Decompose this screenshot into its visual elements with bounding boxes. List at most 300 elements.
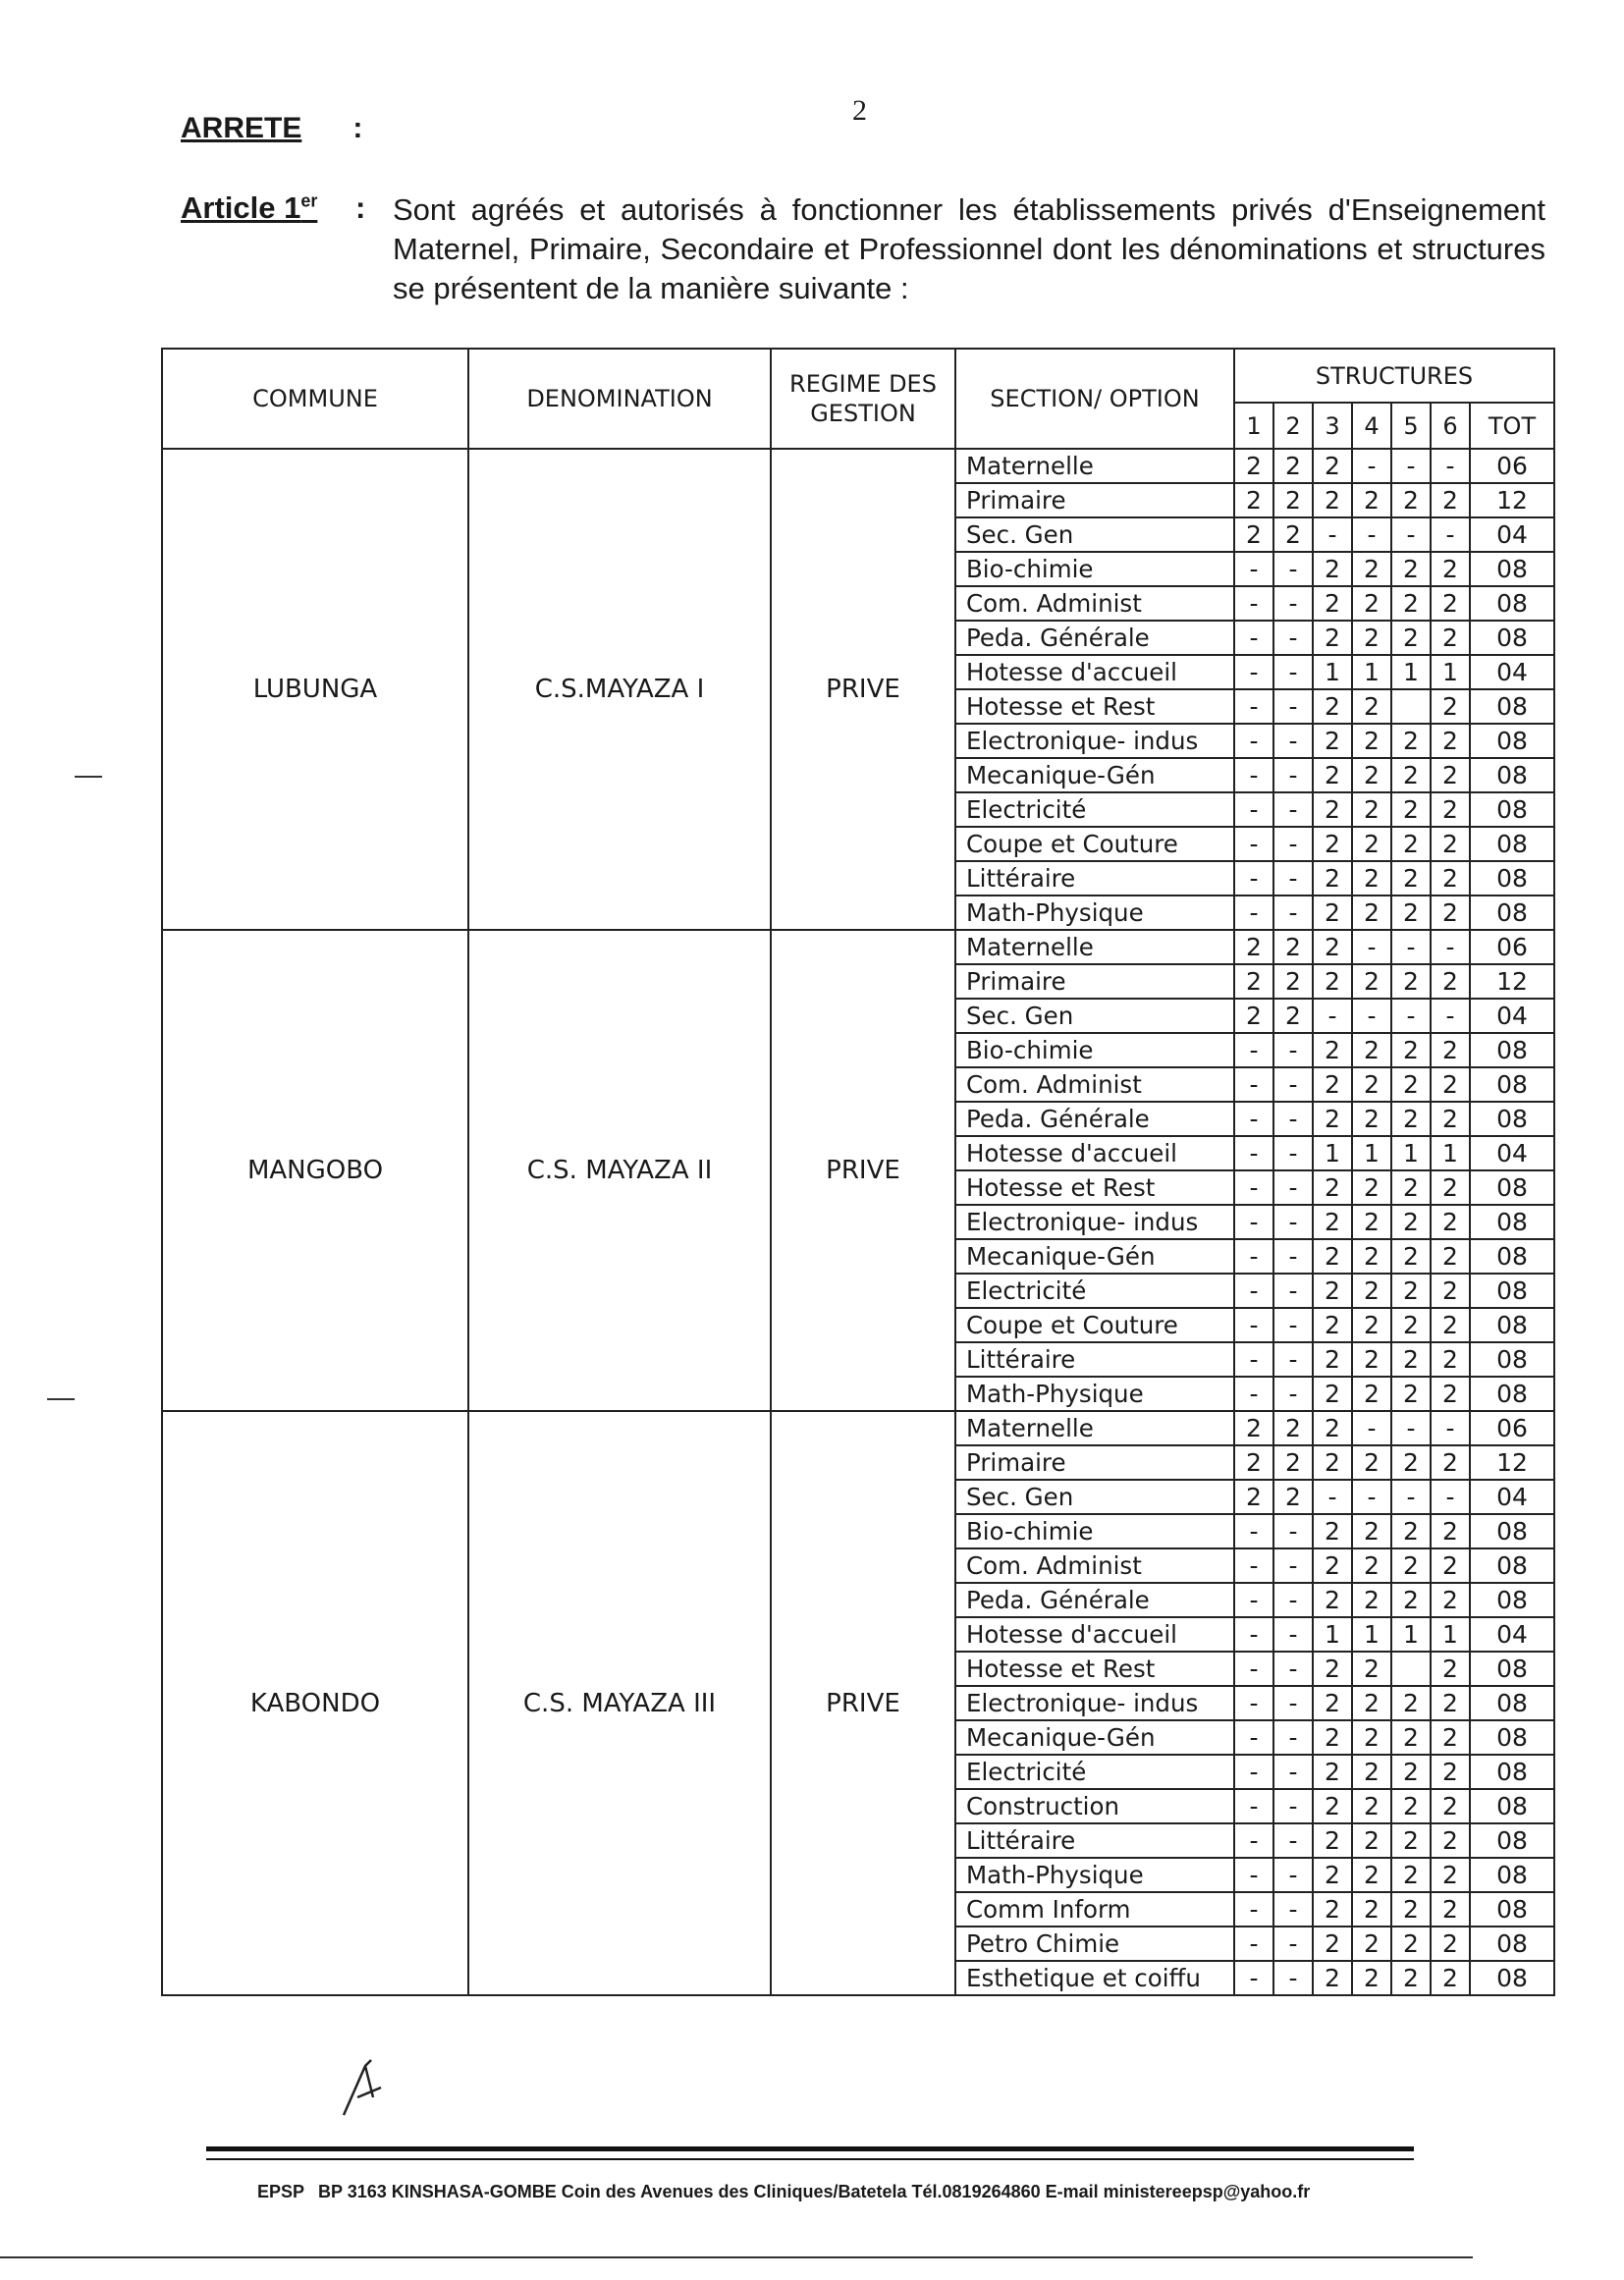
structure-cell: 2 [1352, 724, 1391, 758]
structure-cell: 2 [1273, 1445, 1313, 1480]
total-cell: 08 [1470, 621, 1554, 655]
structure-cell: - [1234, 896, 1273, 930]
structure-cell: 2 [1391, 1686, 1431, 1720]
structure-cell: - [1234, 689, 1273, 724]
total-cell: 08 [1470, 724, 1554, 758]
structure-cell: 2 [1431, 1858, 1470, 1892]
structure-cell: - [1273, 1858, 1313, 1892]
regime-cell: PRIVE [771, 930, 955, 1411]
option-cell: Coupe et Couture [955, 827, 1234, 861]
structure-cell: 2 [1352, 861, 1391, 896]
structure-cell: 2 [1431, 1927, 1470, 1961]
option-cell: Bio-chimie [955, 1514, 1234, 1548]
option-cell: Electricité [955, 792, 1234, 827]
total-cell: 08 [1470, 1205, 1554, 1239]
structure-cell: - [1234, 552, 1273, 586]
structure-cell: 2 [1391, 621, 1431, 655]
structure-cell: - [1391, 999, 1431, 1033]
structure-cell: 2 [1391, 1067, 1431, 1102]
structure-cell: - [1273, 1136, 1313, 1170]
structure-cell: - [1273, 1686, 1313, 1720]
structure-cell: - [1273, 1067, 1313, 1102]
structure-cell: 2 [1352, 1102, 1391, 1136]
arrete-colon: : [352, 112, 363, 144]
structure-cell: - [1234, 1858, 1273, 1892]
structure-cell: 2 [1273, 483, 1313, 517]
structure-cell: 2 [1313, 1755, 1352, 1789]
structure-cell: 2 [1352, 586, 1391, 621]
footer-rule-thick [206, 2146, 1414, 2151]
structure-cell: - [1234, 1308, 1273, 1342]
structure-cell: 2 [1313, 1514, 1352, 1548]
structure-cell: 2 [1431, 1583, 1470, 1617]
structure-cell: 1 [1391, 655, 1431, 689]
structure-cell: - [1234, 1342, 1273, 1377]
structure-cell: 2 [1431, 689, 1470, 724]
structure-cell: - [1391, 1480, 1431, 1514]
structure-cell: 2 [1313, 792, 1352, 827]
structure-cell: 2 [1352, 1205, 1391, 1239]
structure-cell: 2 [1391, 861, 1431, 896]
total-cell: 08 [1470, 1823, 1554, 1858]
structure-cell: 1 [1313, 1136, 1352, 1170]
total-cell: 08 [1470, 1686, 1554, 1720]
structure-cell: 2 [1313, 1067, 1352, 1102]
structure-cell: - [1431, 449, 1470, 483]
structure-cell: 2 [1313, 1411, 1352, 1445]
header-structures: STRUCTURES [1234, 349, 1554, 403]
option-cell: Primaire [955, 1445, 1234, 1480]
option-cell: Mecanique-Gén [955, 1239, 1234, 1274]
structure-cell: 2 [1431, 1308, 1470, 1342]
denomination-cell: C.S. MAYAZA III [468, 1411, 771, 1995]
structure-cell [1391, 689, 1431, 724]
structure-cell: 2 [1313, 621, 1352, 655]
structure-cell: 2 [1352, 1274, 1391, 1308]
total-cell: 08 [1470, 1858, 1554, 1892]
article-sup: er [300, 190, 318, 211]
structure-cell [1391, 1652, 1431, 1686]
header-denomination: DENOMINATION [468, 349, 771, 449]
total-cell: 04 [1470, 655, 1554, 689]
option-cell: Electronique- indus [955, 1686, 1234, 1720]
structure-cell: - [1273, 1755, 1313, 1789]
structure-cell: - [1234, 827, 1273, 861]
structure-cell: - [1352, 517, 1391, 552]
structure-cell: - [1234, 1652, 1273, 1686]
structure-cell: 2 [1313, 1170, 1352, 1205]
page-bottom-rule [0, 2256, 1473, 2258]
structure-cell: 2 [1391, 724, 1431, 758]
structure-cell: 2 [1313, 1548, 1352, 1583]
header-commune: COMMUNE [162, 349, 468, 449]
structure-cell: 2 [1431, 621, 1470, 655]
structure-cell: - [1273, 1205, 1313, 1239]
structure-cell: 2 [1431, 1033, 1470, 1067]
structure-cell: 2 [1313, 586, 1352, 621]
article-label [181, 190, 317, 226]
structure-cell: 2 [1431, 1892, 1470, 1927]
structure-cell: 2 [1352, 1961, 1391, 1995]
option-cell: Math-Physique [955, 1858, 1234, 1892]
option-cell: Bio-chimie [955, 552, 1234, 586]
header-col: 4 [1352, 403, 1391, 449]
option-cell: Comm Inform [955, 1892, 1234, 1927]
structure-cell: - [1431, 930, 1470, 964]
structure-cell: - [1273, 896, 1313, 930]
structure-cell: 2 [1234, 930, 1273, 964]
structure-cell: - [1234, 621, 1273, 655]
structure-cell: - [1234, 1239, 1273, 1274]
total-cell: 08 [1470, 1789, 1554, 1823]
structure-cell: 1 [1313, 655, 1352, 689]
structure-cell: 2 [1313, 930, 1352, 964]
option-cell: Petro Chimie [955, 1927, 1234, 1961]
structure-cell: - [1234, 1583, 1273, 1617]
structure-cell: 2 [1352, 1789, 1391, 1823]
page-number: 2 [852, 94, 867, 127]
total-cell: 06 [1470, 1411, 1554, 1445]
structure-cell: 2 [1431, 827, 1470, 861]
structure-cell: 2 [1352, 896, 1391, 930]
structure-cell: - [1234, 724, 1273, 758]
structure-cell: - [1313, 517, 1352, 552]
structure-cell: 2 [1352, 1033, 1391, 1067]
structure-cell: 2 [1391, 1927, 1431, 1961]
structure-cell: 2 [1391, 1858, 1431, 1892]
option-cell: Littéraire [955, 861, 1234, 896]
structure-cell: 2 [1352, 1239, 1391, 1274]
structure-cell: - [1234, 1274, 1273, 1308]
structure-cell: 2 [1313, 1823, 1352, 1858]
structure-cell: 2 [1431, 1067, 1470, 1102]
structure-cell: - [1234, 655, 1273, 689]
option-cell: Math-Physique [955, 1377, 1234, 1411]
total-cell: 08 [1470, 1308, 1554, 1342]
footer [257, 2182, 1310, 2202]
structure-cell: 2 [1431, 1205, 1470, 1239]
structure-cell: - [1273, 1170, 1313, 1205]
structure-cell: 2 [1352, 792, 1391, 827]
structure-cell: 2 [1352, 758, 1391, 792]
structure-cell: 2 [1234, 483, 1273, 517]
table-row [162, 1411, 1554, 1445]
total-cell: 08 [1470, 792, 1554, 827]
structure-cell: 2 [1431, 586, 1470, 621]
structure-cell: - [1273, 1342, 1313, 1377]
structure-cell: 2 [1352, 1858, 1391, 1892]
structure-cell: 2 [1313, 1961, 1352, 1995]
structure-cell: - [1273, 1308, 1313, 1342]
option-cell: Maternelle [955, 1411, 1234, 1445]
structure-cell: 2 [1391, 1514, 1431, 1548]
structure-cell: - [1273, 689, 1313, 724]
table-row [162, 930, 1554, 964]
structure-cell: 2 [1431, 1686, 1470, 1720]
structure-cell: 2 [1431, 1652, 1470, 1686]
structure-cell: - [1273, 758, 1313, 792]
option-cell: Peda. Générale [955, 621, 1234, 655]
total-cell: 08 [1470, 552, 1554, 586]
total-cell: 08 [1470, 1170, 1554, 1205]
structure-cell: 2 [1431, 724, 1470, 758]
option-cell: Electricité [955, 1755, 1234, 1789]
option-cell: Com. Administ [955, 1067, 1234, 1102]
structure-cell: 2 [1391, 1102, 1431, 1136]
total-cell: 08 [1470, 827, 1554, 861]
structure-cell: 2 [1313, 689, 1352, 724]
structure-cell: - [1352, 1480, 1391, 1514]
total-cell: 04 [1470, 999, 1554, 1033]
option-cell: Hotesse et Rest [955, 689, 1234, 724]
table-body [162, 449, 1554, 1995]
structure-cell: - [1391, 517, 1431, 552]
structure-cell: 2 [1313, 1445, 1352, 1480]
structure-cell: - [1273, 1548, 1313, 1583]
structure-cell: 2 [1313, 483, 1352, 517]
structure-cell: - [1431, 999, 1470, 1033]
structure-cell: - [1431, 1480, 1470, 1514]
structure-cell: 2 [1352, 1583, 1391, 1617]
structure-cell: 2 [1352, 483, 1391, 517]
structures-table [161, 348, 1555, 1996]
structure-cell: 2 [1431, 861, 1470, 896]
option-cell: Maternelle [955, 930, 1234, 964]
structure-cell: 2 [1313, 1033, 1352, 1067]
structure-cell: - [1273, 1274, 1313, 1308]
total-cell: 08 [1470, 1514, 1554, 1548]
structure-cell: 2 [1313, 964, 1352, 999]
total-cell: 08 [1470, 1239, 1554, 1274]
structure-cell: 2 [1391, 1892, 1431, 1927]
structure-cell: 2 [1313, 1274, 1352, 1308]
structure-cell: 2 [1234, 1411, 1273, 1445]
structure-cell: 2 [1273, 517, 1313, 552]
table-row [162, 449, 1554, 483]
structure-cell: 2 [1431, 1789, 1470, 1823]
commune-cell: LUBUNGA [162, 449, 468, 930]
option-cell: Hotesse d'accueil [955, 655, 1234, 689]
header-regime: REGIME DES GESTION [771, 349, 955, 449]
structure-cell: - [1273, 1720, 1313, 1755]
structure-cell: 2 [1431, 1274, 1470, 1308]
structure-cell: 2 [1391, 1170, 1431, 1205]
structure-cell: - [1273, 1961, 1313, 1995]
structure-cell: - [1234, 1720, 1273, 1755]
structure-cell: 2 [1234, 1445, 1273, 1480]
margin-mark [47, 1398, 75, 1400]
structure-cell: 2 [1313, 1789, 1352, 1823]
regime-cell: PRIVE [771, 449, 955, 930]
total-cell: 08 [1470, 758, 1554, 792]
structure-cell: 2 [1273, 999, 1313, 1033]
structure-cell: 2 [1391, 1205, 1431, 1239]
structure-cell: 2 [1313, 449, 1352, 483]
option-cell: Sec. Gen [955, 999, 1234, 1033]
structure-cell: 2 [1313, 552, 1352, 586]
structure-cell: - [1234, 792, 1273, 827]
structure-cell: - [1273, 1033, 1313, 1067]
total-cell: 06 [1470, 449, 1554, 483]
structure-cell: - [1273, 827, 1313, 861]
structure-cell: - [1273, 1617, 1313, 1652]
structure-cell: 2 [1431, 1239, 1470, 1274]
structure-cell: 2 [1391, 1823, 1431, 1858]
structure-cell: - [1234, 586, 1273, 621]
structure-cell: 1 [1431, 655, 1470, 689]
regime-cell: PRIVE [771, 1411, 955, 1995]
total-cell: 08 [1470, 586, 1554, 621]
structure-cell: 2 [1391, 1548, 1431, 1583]
structure-cell: - [1234, 1755, 1273, 1789]
structure-cell: - [1234, 1927, 1273, 1961]
structure-cell: 2 [1431, 1720, 1470, 1755]
structure-cell: 2 [1391, 1789, 1431, 1823]
structure-cell: 2 [1313, 1652, 1352, 1686]
article-colon: : [355, 190, 366, 225]
structure-cell: - [1273, 1583, 1313, 1617]
initials-signature [340, 2058, 399, 2119]
structure-cell: 2 [1313, 1308, 1352, 1342]
structure-cell: - [1273, 1239, 1313, 1274]
total-cell: 04 [1470, 1480, 1554, 1514]
structure-cell: 2 [1273, 964, 1313, 999]
structure-cell: 2 [1431, 964, 1470, 999]
structure-cell: - [1273, 1789, 1313, 1823]
structure-cell: - [1234, 1170, 1273, 1205]
structure-cell: 2 [1352, 1686, 1391, 1720]
structure-cell: - [1234, 1033, 1273, 1067]
structure-cell: 2 [1431, 758, 1470, 792]
option-cell: Electronique- indus [955, 724, 1234, 758]
option-cell: Com. Administ [955, 586, 1234, 621]
structure-cell: 2 [1352, 964, 1391, 999]
structure-cell: 2 [1313, 724, 1352, 758]
total-cell: 08 [1470, 1548, 1554, 1583]
structure-cell: - [1313, 999, 1352, 1033]
footer-rule-thin [206, 2158, 1414, 2160]
structure-cell: 2 [1431, 1823, 1470, 1858]
structure-cell: 2 [1431, 1548, 1470, 1583]
structure-cell: 2 [1431, 1961, 1470, 1995]
structure-cell: 2 [1431, 1170, 1470, 1205]
structure-cell: 2 [1391, 827, 1431, 861]
structure-cell: 2 [1352, 621, 1391, 655]
structure-cell: 2 [1391, 964, 1431, 999]
structure-cell: 2 [1391, 1377, 1431, 1411]
structure-cell: 2 [1352, 827, 1391, 861]
option-cell: Littéraire [955, 1342, 1234, 1377]
structure-cell: 2 [1234, 449, 1273, 483]
structure-cell: 2 [1352, 1514, 1391, 1548]
structure-cell: 1 [1431, 1617, 1470, 1652]
option-cell: Mecanique-Gén [955, 1720, 1234, 1755]
option-cell: Electricité [955, 1274, 1234, 1308]
structure-cell: 2 [1313, 1239, 1352, 1274]
structure-cell: - [1234, 1686, 1273, 1720]
structure-cell: - [1391, 449, 1431, 483]
structure-cell: 2 [1352, 1342, 1391, 1377]
structure-cell: 2 [1313, 896, 1352, 930]
structure-cell: 2 [1391, 1755, 1431, 1789]
structure-cell: 2 [1352, 1720, 1391, 1755]
structure-cell: - [1234, 1102, 1273, 1136]
structure-cell: 2 [1313, 1205, 1352, 1239]
commune-cell: KABONDO [162, 1411, 468, 1995]
total-cell: 08 [1470, 896, 1554, 930]
structure-cell: - [1234, 1067, 1273, 1102]
header-col: TOT [1470, 403, 1554, 449]
structure-cell: 2 [1431, 1342, 1470, 1377]
option-cell: Bio-chimie [955, 1033, 1234, 1067]
structure-cell: 2 [1391, 1583, 1431, 1617]
structure-cell: 2 [1313, 1342, 1352, 1377]
option-cell: Maternelle [955, 449, 1234, 483]
structure-cell: 2 [1431, 1377, 1470, 1411]
structure-cell: - [1431, 1411, 1470, 1445]
total-cell: 08 [1470, 1342, 1554, 1377]
structure-cell: 2 [1391, 1342, 1431, 1377]
option-cell: Littéraire [955, 1823, 1234, 1858]
structure-cell: 2 [1352, 552, 1391, 586]
structure-cell: 2 [1431, 792, 1470, 827]
structure-cell: 2 [1391, 1308, 1431, 1342]
total-cell: 08 [1470, 1377, 1554, 1411]
structure-cell: 2 [1431, 1755, 1470, 1789]
structure-cell: - [1273, 1377, 1313, 1411]
structure-cell: 1 [1313, 1617, 1352, 1652]
option-cell: Mecanique-Gén [955, 758, 1234, 792]
arrete-label: ARRETE [181, 112, 302, 144]
structure-cell: - [1234, 1961, 1273, 1995]
option-cell: Electronique- indus [955, 1205, 1234, 1239]
structure-cell: - [1234, 1823, 1273, 1858]
structure-cell: 2 [1431, 896, 1470, 930]
structure-cell: - [1273, 1514, 1313, 1548]
total-cell: 06 [1470, 930, 1554, 964]
margin-mark [75, 776, 102, 778]
option-cell: Hotesse et Rest [955, 1170, 1234, 1205]
total-cell: 12 [1470, 483, 1554, 517]
structure-cell: - [1234, 1548, 1273, 1583]
structure-cell: - [1273, 586, 1313, 621]
structure-cell: 2 [1313, 1102, 1352, 1136]
denomination-cell: C.S.MAYAZA I [468, 449, 771, 930]
article-label-text: Article 1 [181, 190, 301, 225]
option-cell: Coupe et Couture [955, 1308, 1234, 1342]
structure-cell: 1 [1391, 1617, 1431, 1652]
structure-cell: - [1273, 655, 1313, 689]
structure-cell: - [1431, 517, 1470, 552]
structure-cell: 2 [1273, 1480, 1313, 1514]
structure-cell: 2 [1313, 861, 1352, 896]
structure-cell: 1 [1352, 655, 1391, 689]
structure-cell: - [1273, 1652, 1313, 1686]
header-col: 5 [1391, 403, 1431, 449]
structure-cell: 2 [1352, 1927, 1391, 1961]
total-cell: 12 [1470, 964, 1554, 999]
structure-cell: 1 [1431, 1136, 1470, 1170]
structure-cell: 2 [1273, 1411, 1313, 1445]
total-cell: 04 [1470, 1617, 1554, 1652]
structure-cell: - [1352, 930, 1391, 964]
structure-cell: 1 [1391, 1136, 1431, 1170]
structure-cell: - [1234, 1617, 1273, 1652]
total-cell: 08 [1470, 861, 1554, 896]
structure-cell: 2 [1352, 1548, 1391, 1583]
structure-cell: 2 [1352, 1445, 1391, 1480]
structure-cell: - [1234, 758, 1273, 792]
